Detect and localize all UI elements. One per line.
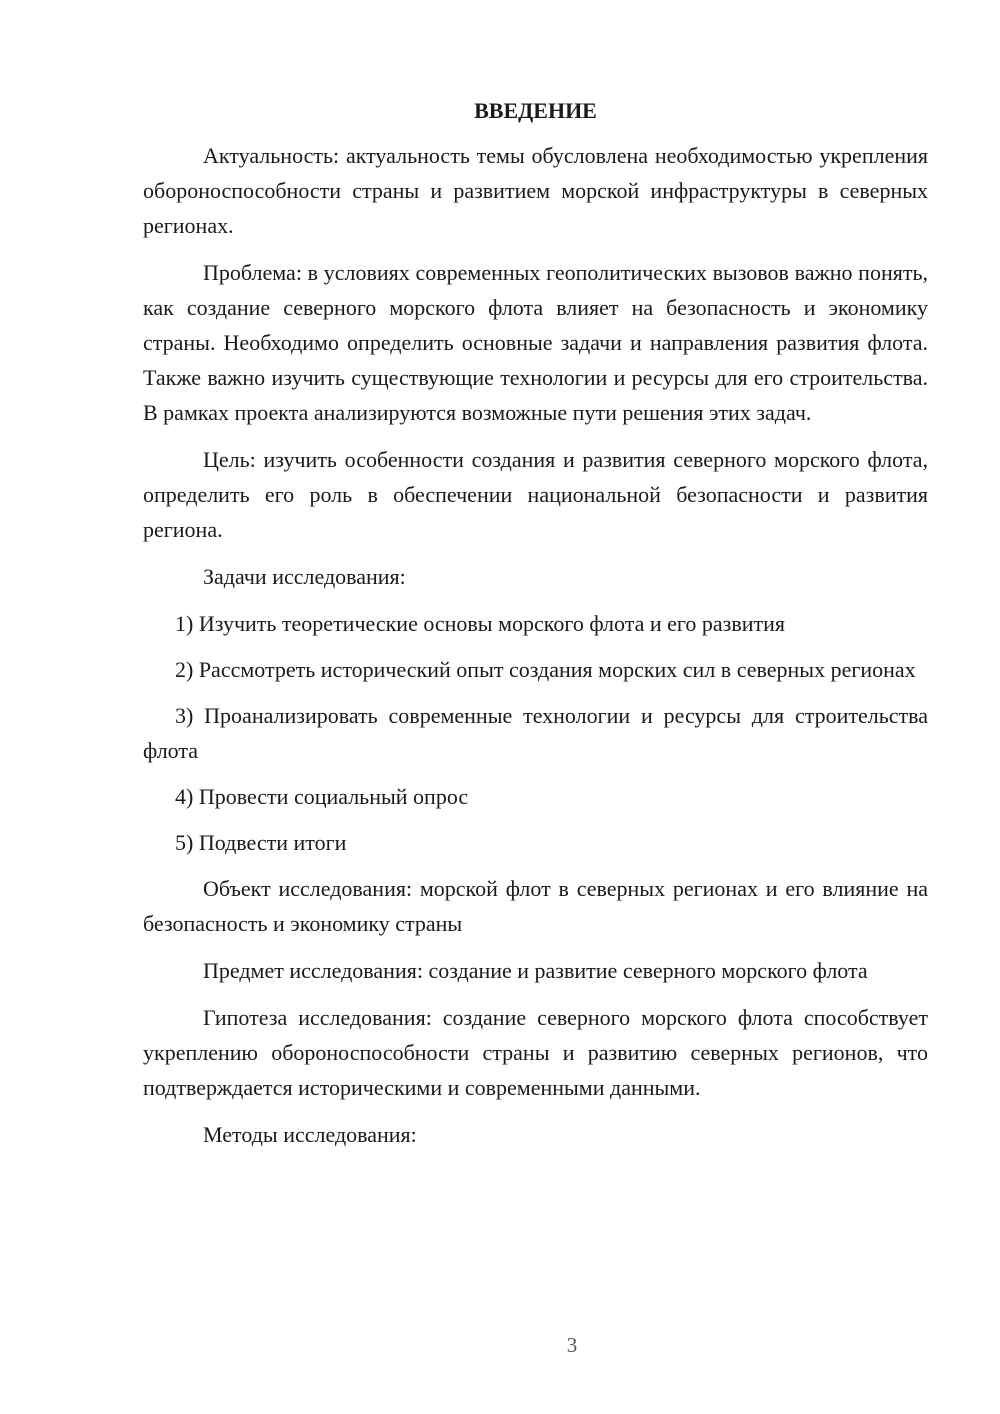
relevance-paragraph: Актуальность: актуальность темы обусловлена необходимостью укрепления обороноспособности страны и развитием морской инфраструктуры в северных регионах. [143,143,928,238]
task-item: 3) Проанализировать современные технологии и ресурсы для строительства флота [143,703,928,763]
section-title: ВВЕДЕНИЕ [474,98,597,123]
problem-paragraph: Проблема: в условиях современных геополитических вызовов важно понять, как создание северного морского флота влияет на безопасность и экономику страны. Необходимо определить основные задачи и направления развития флота. Также важно изучить существующие технологии и ресурсы для его строительства. В рамках проекта анализируются возможные пути решения этих задач. [143,260,928,425]
page-number: 3 [566,1333,578,1357]
hypothesis-paragraph: Гипотеза исследования: создание северного морского флота способствует укреплению обороноспособности страны и развитию северных регионов, что подтверждается историческими и современными данными. [143,1005,928,1100]
task-item: 2) Рассмотреть исторический опыт создания морских сил в северных регионах [175,657,916,682]
tasks-heading: Задачи исследования: [203,564,406,589]
subject-paragraph: Предмет исследования: создание и развитие северного морского флота [203,958,868,983]
object-paragraph: Объект исследования: морской флот в северных регионах и его влияние на безопасность и экономику страны [143,876,928,936]
task-item: 4) Провести социальный опрос [175,784,469,809]
goal-paragraph: Цель: изучить особенности создания и развития северного морского флота, определить его роль в обеспечении национальной безопасности и развития региона. [143,447,928,542]
task-item: 1) Изучить теоретические основы морского флота и его развития [175,611,785,636]
page-content [143,93,928,1164]
task-item: 5) Подвести итоги [175,830,347,855]
methods-heading: Методы исследования: [203,1122,417,1147]
